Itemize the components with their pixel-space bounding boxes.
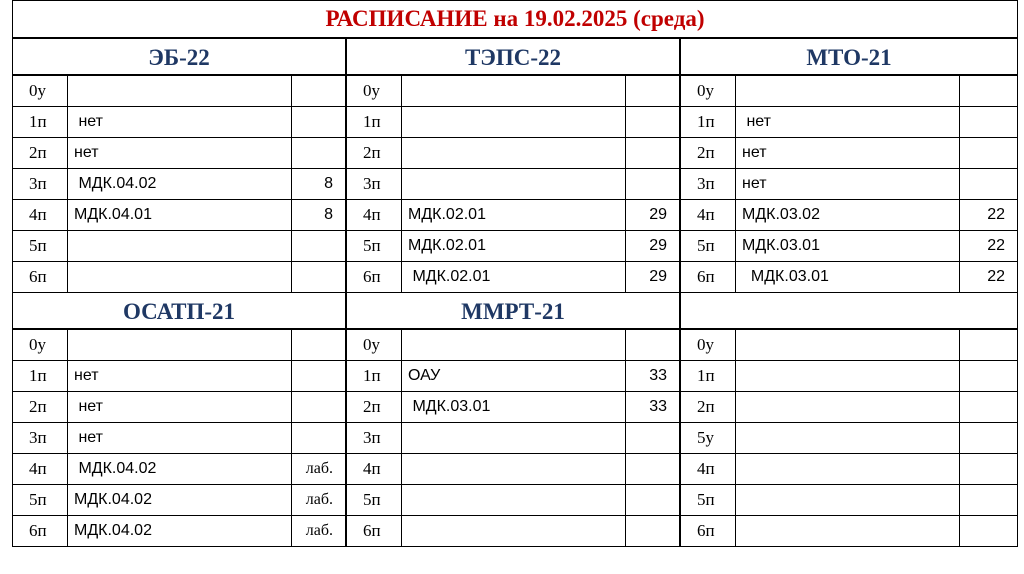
schedule-row bbox=[681, 423, 1017, 454]
schedule-row bbox=[13, 454, 345, 485]
lesson-room bbox=[292, 423, 345, 453]
lesson-subject bbox=[736, 392, 960, 422]
schedule-row bbox=[347, 169, 679, 200]
lesson-slot: 5у bbox=[681, 423, 736, 453]
schedule-row bbox=[347, 423, 679, 454]
lesson-subject: МДК.03.01 bbox=[736, 231, 960, 261]
lesson-subject: МДК.03.01 bbox=[402, 392, 626, 422]
lesson-slot: 3п bbox=[681, 169, 736, 199]
lesson-subject: нет bbox=[68, 361, 292, 391]
schedule-row bbox=[347, 516, 679, 547]
lesson-room bbox=[960, 330, 1017, 360]
lesson-room bbox=[626, 330, 679, 360]
lesson-slot: 3п bbox=[13, 169, 68, 199]
lesson-room: 8 bbox=[324, 206, 333, 223]
lesson-room bbox=[626, 454, 679, 484]
lesson-slot: 1п bbox=[347, 107, 402, 137]
lesson-slot: 6п bbox=[681, 262, 736, 292]
lesson-slot: 4п bbox=[13, 200, 68, 230]
lesson-slot: 1п bbox=[13, 107, 68, 137]
lesson-room: 22 bbox=[987, 237, 1005, 254]
lesson-room bbox=[292, 262, 345, 292]
lesson-slot: 1п bbox=[681, 361, 736, 391]
lesson-subject bbox=[736, 454, 960, 484]
lesson-slot: 3п bbox=[347, 423, 402, 453]
lesson-slot: 0у bbox=[681, 76, 736, 106]
lesson-subject bbox=[736, 361, 960, 391]
schedule-row bbox=[13, 330, 345, 361]
lesson-subject bbox=[402, 107, 626, 137]
lesson-slot: 0у bbox=[347, 76, 402, 106]
schedule-row bbox=[13, 138, 345, 169]
lesson-subject: МДК.02.01 bbox=[402, 231, 626, 261]
schedule-row bbox=[13, 107, 345, 138]
lesson-subject bbox=[402, 423, 626, 453]
schedule-row bbox=[681, 138, 1017, 169]
lesson-room: 8 bbox=[324, 175, 333, 192]
schedule-row bbox=[681, 330, 1017, 361]
lesson-slot: 5п bbox=[13, 485, 68, 515]
lesson-subject bbox=[736, 516, 960, 546]
lesson-slot: 4п bbox=[681, 454, 736, 484]
lesson-subject: МДК.04.02 bbox=[68, 454, 292, 484]
lesson-room bbox=[626, 76, 679, 106]
schedule-row bbox=[347, 361, 679, 392]
schedule-row bbox=[347, 485, 679, 516]
lesson-subject: МДК.03.01 bbox=[736, 262, 960, 292]
lesson-room bbox=[960, 485, 1017, 515]
lesson-room bbox=[960, 423, 1017, 453]
lesson-subject bbox=[68, 262, 292, 292]
lesson-subject bbox=[736, 76, 960, 106]
lesson-slot: 0у bbox=[347, 330, 402, 360]
schedule-row bbox=[681, 485, 1017, 516]
schedule-row bbox=[681, 516, 1017, 547]
lesson-room bbox=[626, 107, 679, 137]
lesson-subject: нет bbox=[736, 169, 960, 199]
lesson-room bbox=[292, 330, 345, 360]
lesson-slot: 2п bbox=[13, 138, 68, 168]
lesson-room: лаб. bbox=[305, 460, 333, 477]
lesson-subject: нет bbox=[68, 138, 292, 168]
lesson-room bbox=[292, 392, 345, 422]
lesson-slot: 2п bbox=[13, 392, 68, 422]
lesson-slot: 4п bbox=[13, 454, 68, 484]
schedule-row bbox=[347, 454, 679, 485]
lesson-subject bbox=[402, 330, 626, 360]
lesson-room bbox=[960, 138, 1017, 168]
schedule-row bbox=[681, 107, 1017, 138]
group-block bbox=[681, 293, 1017, 547]
lesson-slot: 4п bbox=[681, 200, 736, 230]
lesson-slot: 6п bbox=[347, 516, 402, 546]
lesson-subject: нет bbox=[736, 107, 960, 137]
lesson-slot: 6п bbox=[681, 516, 736, 546]
lesson-subject: МДК.02.01 bbox=[402, 200, 626, 230]
group-name bbox=[681, 293, 1017, 330]
lesson-slot: 5п bbox=[13, 231, 68, 261]
lesson-slot: 6п bbox=[13, 262, 68, 292]
lesson-slot: 2п bbox=[347, 138, 402, 168]
lesson-subject: нет bbox=[736, 138, 960, 168]
lesson-slot: 0у bbox=[13, 76, 68, 106]
lesson-subject: МДК.04.02 bbox=[68, 485, 292, 515]
schedule-row bbox=[13, 262, 345, 293]
lesson-room bbox=[626, 169, 679, 199]
lesson-slot: 2п bbox=[347, 392, 402, 422]
lesson-slot: 0у bbox=[681, 330, 736, 360]
group-block bbox=[13, 39, 347, 293]
schedule-row bbox=[681, 454, 1017, 485]
lesson-slot: 1п bbox=[13, 361, 68, 391]
lesson-room bbox=[626, 485, 679, 515]
lesson-room: 29 bbox=[649, 268, 667, 285]
lesson-room: 22 bbox=[987, 268, 1005, 285]
lesson-room bbox=[960, 392, 1017, 422]
lesson-subject: МДК.03.02 bbox=[736, 200, 960, 230]
lesson-room bbox=[626, 138, 679, 168]
lesson-subject bbox=[402, 138, 626, 168]
lesson-slot: 1п bbox=[681, 107, 736, 137]
group-block bbox=[347, 293, 681, 547]
group-name: ОСАТП-21 bbox=[13, 293, 345, 330]
group-block bbox=[681, 39, 1017, 293]
lesson-room bbox=[292, 76, 345, 106]
lesson-room bbox=[626, 516, 679, 546]
schedule-row bbox=[347, 330, 679, 361]
schedule-row bbox=[681, 231, 1017, 262]
lesson-room bbox=[292, 231, 345, 261]
lesson-subject bbox=[402, 485, 626, 515]
schedule-row bbox=[347, 138, 679, 169]
schedule-row bbox=[681, 169, 1017, 200]
group-name: ЭБ-22 bbox=[13, 39, 345, 76]
lesson-room bbox=[960, 76, 1017, 106]
lesson-slot: 5п bbox=[681, 231, 736, 261]
lesson-slot: 0у bbox=[13, 330, 68, 360]
lesson-slot: 4п bbox=[347, 454, 402, 484]
lesson-room: 33 bbox=[649, 367, 667, 384]
lesson-subject: нет bbox=[68, 392, 292, 422]
group-block bbox=[347, 39, 681, 293]
lesson-room bbox=[960, 169, 1017, 199]
lesson-slot: 1п bbox=[347, 361, 402, 391]
lesson-subject bbox=[736, 330, 960, 360]
schedule-row bbox=[681, 76, 1017, 107]
lesson-room bbox=[292, 107, 345, 137]
lesson-slot: 5п bbox=[347, 485, 402, 515]
lesson-subject: нет bbox=[68, 423, 292, 453]
lesson-room bbox=[960, 361, 1017, 391]
lesson-subject bbox=[402, 76, 626, 106]
schedule-sheet bbox=[12, 0, 1018, 547]
lesson-subject bbox=[736, 423, 960, 453]
lesson-subject: МДК.04.01 bbox=[68, 200, 292, 230]
lesson-room bbox=[626, 423, 679, 453]
lesson-room bbox=[960, 107, 1017, 137]
lesson-room: 33 bbox=[649, 398, 667, 415]
schedule-row bbox=[681, 361, 1017, 392]
schedule-row bbox=[13, 516, 345, 547]
lesson-subject bbox=[736, 485, 960, 515]
lesson-subject: МДК.04.02 bbox=[68, 169, 292, 199]
schedule-row bbox=[347, 262, 679, 293]
lesson-room: 29 bbox=[649, 206, 667, 223]
group-name: МТО-21 bbox=[681, 39, 1017, 76]
lesson-slot: 6п bbox=[13, 516, 68, 546]
schedule-row bbox=[347, 200, 679, 231]
lesson-slot: 3п bbox=[13, 423, 68, 453]
lesson-room bbox=[292, 361, 345, 391]
lesson-slot: 4п bbox=[347, 200, 402, 230]
lesson-subject: МДК.02.01 bbox=[402, 262, 626, 292]
schedule-band-bottom bbox=[13, 293, 1017, 547]
lesson-subject bbox=[68, 76, 292, 106]
schedule-row bbox=[13, 200, 345, 231]
schedule-row bbox=[13, 392, 345, 423]
schedule-row bbox=[13, 485, 345, 516]
schedule-row bbox=[681, 392, 1017, 423]
lesson-subject bbox=[402, 169, 626, 199]
schedule-row bbox=[13, 423, 345, 454]
schedule-band-top bbox=[13, 39, 1017, 293]
schedule-row bbox=[13, 231, 345, 262]
lesson-subject bbox=[402, 516, 626, 546]
schedule-row bbox=[347, 231, 679, 262]
lesson-subject bbox=[402, 454, 626, 484]
lesson-subject: МДК.04.02 bbox=[68, 516, 292, 546]
lesson-slot: 3п bbox=[347, 169, 402, 199]
lesson-slot: 5п bbox=[347, 231, 402, 261]
lesson-room bbox=[960, 516, 1017, 546]
schedule-row bbox=[347, 76, 679, 107]
lesson-subject: нет bbox=[68, 107, 292, 137]
group-name: ТЭПС-22 bbox=[347, 39, 679, 76]
group-name: ММРТ-21 bbox=[347, 293, 679, 330]
lesson-slot: 6п bbox=[347, 262, 402, 292]
schedule-title: РАСПИСАНИЕ на 19.02.2025 (среда) bbox=[13, 0, 1017, 39]
schedule-row bbox=[681, 262, 1017, 293]
schedule-row bbox=[13, 76, 345, 107]
lesson-slot: 2п bbox=[681, 392, 736, 422]
lesson-room bbox=[292, 138, 345, 168]
schedule-row bbox=[681, 200, 1017, 231]
schedule-row bbox=[347, 107, 679, 138]
lesson-subject: ОАУ bbox=[402, 361, 626, 391]
lesson-slot: 5п bbox=[681, 485, 736, 515]
lesson-room: 22 bbox=[987, 206, 1005, 223]
lesson-room bbox=[960, 454, 1017, 484]
schedule-row bbox=[13, 361, 345, 392]
lesson-subject bbox=[68, 231, 292, 261]
schedule-row bbox=[347, 392, 679, 423]
lesson-room: лаб. bbox=[305, 491, 333, 508]
schedule-row bbox=[13, 169, 345, 200]
lesson-room: 29 bbox=[649, 237, 667, 254]
lesson-slot: 2п bbox=[681, 138, 736, 168]
lesson-room: лаб. bbox=[305, 522, 333, 539]
group-block bbox=[13, 293, 347, 547]
lesson-subject bbox=[68, 330, 292, 360]
